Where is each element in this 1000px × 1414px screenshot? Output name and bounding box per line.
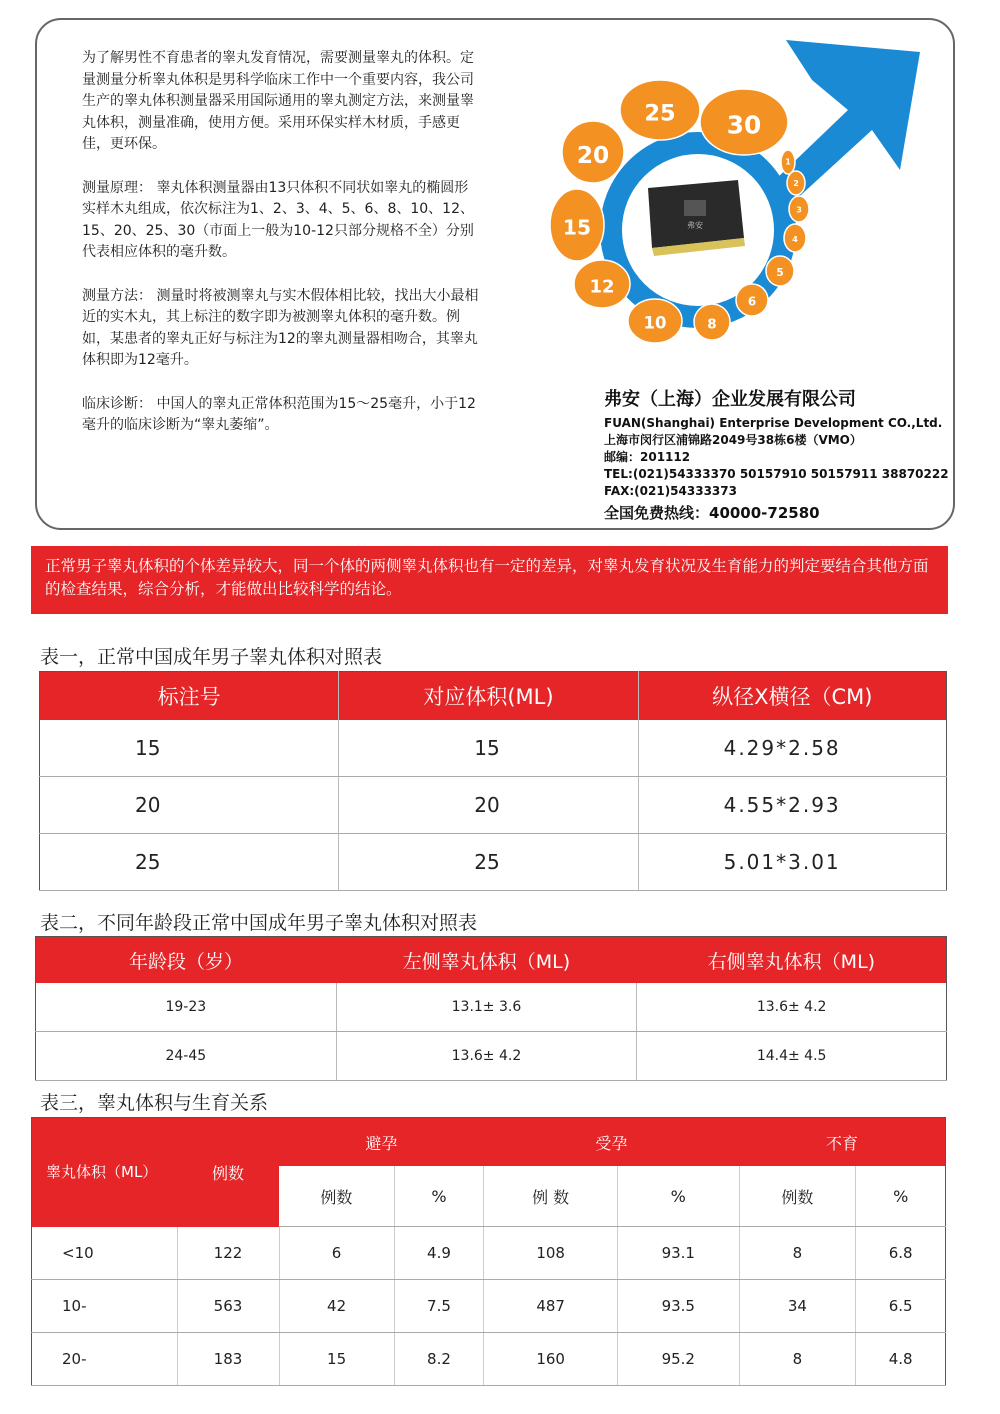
company-name-cn: 弗安（上海）企业发展有限公司 [604,389,856,410]
table-cell: 8 [739,1227,856,1280]
bead-label: 20 [576,141,610,169]
company-tel: TEL:(021)54333370 50157910 50157911 38870222 [604,467,949,481]
bead-label: 4 [792,233,798,244]
bead-label: 12 [589,276,615,298]
table-row [40,777,947,834]
company-hotline: 全国免费热线：40000-72580 [604,504,820,522]
company-postcode: 邮编：201112 [604,450,691,464]
table3-cases-header: 例数 [177,1118,279,1227]
table-cell: 93.1 [618,1227,739,1280]
table-cell: 19-23 [36,983,337,1032]
bead-label: 3 [796,205,802,215]
company-info [604,385,949,523]
table-cell: 25 [339,834,638,891]
table-cell: 24-45 [36,1032,337,1081]
bead-label: 2 [793,179,799,189]
table-cell: 108 [484,1227,618,1280]
table-cell: 7.5 [394,1280,484,1333]
table3-group-row [32,1118,946,1167]
product-illustration [0,0,1000,400]
table2-header: 左侧睾丸体积（ML) [336,937,637,984]
table-cell: 6.5 [856,1280,946,1333]
company-fax: FAX:(021)54333373 [604,484,737,498]
table-cell: 183 [177,1333,279,1386]
company-name-en: FUAN(Shanghai) Enterprise Development CO.,Ltd. [604,416,943,430]
table-cell: 15 [40,720,339,777]
table-cell: 6.8 [856,1227,946,1280]
table-cell: 10- [32,1280,178,1333]
table-row [40,720,947,777]
table-cell: 8.2 [394,1333,484,1386]
notice-banner: 正常男子睾丸体积的个体差异较大，同一个体的两侧睾丸体积也有一定的差异，对睾丸发育状况及生育能力的判定要结合其他方面的检查结果，综合分析，才能做出比较科学的结论。 [31,546,948,614]
table-cell: 20- [32,1333,178,1386]
table-cell: 8 [739,1333,856,1386]
table-cell: 20 [339,777,638,834]
bead-label: 15 [562,215,592,240]
table2 [35,936,947,1081]
table-cell: 14.4± 4.5 [637,1032,947,1081]
intro-paragraph: 为了解男性不育患者的睾丸发育情况，需要测量睾丸的体积。定量测量分析睾丸体积是男科学临床工作中一个重要内容，我公司生产的睾丸体积测量器采用国际通用的睾丸测定方法，来测量睾丸体积，测量准确，使用方便。采用环保实样木材质，手感更佳，更环保。 [82,50,474,152]
table-cell: 563 [177,1280,279,1333]
table-row [32,1280,946,1333]
bead-label: 10 [643,313,667,333]
table-cell: 6 [279,1227,394,1280]
table-cell: 34 [739,1280,856,1333]
table3-sub-header: 例 数 [484,1166,618,1227]
bead-label: 30 [726,110,762,140]
table-cell: 42 [279,1280,394,1333]
table-row [36,983,947,1032]
table-cell: 13.6± 4.2 [336,1032,637,1081]
table3-sub-header: % [856,1166,946,1227]
table1-title: 表一，正常中国成年男子睾丸体积对照表 [40,646,383,668]
table-cell: 4.55*2.93 [638,777,946,834]
table-cell: 95.2 [618,1333,739,1386]
table-cell: 15 [339,720,638,777]
table2-header: 右侧睾丸体积（ML) [637,937,947,984]
table2-header-row [36,937,947,984]
table-cell: 487 [484,1280,618,1333]
principle-paragraph: 测量原理： 睾丸体积测量器由13只体积不同状如睾丸的椭圆形实样木丸组成，依次标注为1、2、3、4、5、6、8、10、12、15、20、25、30（市面上一般为10-12只部分规格不全）分别代表相应体积的毫升数。 [82,179,474,260]
table3-sub-header: 例数 [279,1166,394,1227]
table-row [32,1227,946,1280]
table-cell: 122 [177,1227,279,1280]
table3-group-header: 受孕 [484,1118,739,1167]
diagnosis-paragraph: 临床诊断： 中国人的睾丸正常体积范围为15～25毫升，小于12毫升的临床诊断为“睾丸萎缩”。 [82,395,476,433]
table3 [31,1117,946,1386]
product-box-icon [648,180,745,256]
table1-header: 对应体积(ML) [339,672,638,721]
table3-sub-header: 例数 [739,1166,856,1227]
table-cell: <10 [32,1227,178,1280]
table-cell: 4.29*2.58 [638,720,946,777]
table-cell: 4.9 [394,1227,484,1280]
table2-header: 年龄段（岁） [36,937,337,984]
company-address: 上海市闵行区浦锦路2049号38栋6楼（VMO） [604,433,862,447]
bead-label: 6 [747,294,757,309]
table3-title: 表三，睾丸体积与生育关系 [40,1092,269,1114]
table-cell: 15 [279,1333,394,1386]
table3-volume-header: 睾丸体积（ML） [32,1118,178,1227]
box-label: 弗安 [687,221,703,230]
table-row [40,834,947,891]
table3-sub-header: % [394,1166,484,1227]
table1-header-row [40,672,947,721]
table-cell: 160 [484,1333,618,1386]
table3-group-header: 避孕 [279,1118,484,1167]
table3-group-header: 不育 [739,1118,946,1167]
table1-header: 标注号 [40,672,339,721]
table3-sub-header: % [618,1166,739,1227]
method-paragraph: 测量方法： 测量时将被测睾丸与实木假体相比较，找出大小最相近的实木丸，其上标注的数字即为被测睾丸体积的毫升数。例如，某患者的睾丸正好与标注为12的睾丸测量器相吻合，其睾丸体积即为12毫升。 [82,287,479,368]
table2-title: 表二，不同年龄段正常中国成年男子睾丸体积对照表 [40,912,478,934]
table1-header: 纵径X横径（CM) [638,672,946,721]
table-cell: 4.8 [856,1333,946,1386]
table-row [32,1333,946,1386]
table-cell: 93.5 [618,1280,739,1333]
table-cell: 25 [40,834,339,891]
bead-label: 1 [785,157,791,167]
table-cell: 20 [40,777,339,834]
bead-label: 8 [707,316,717,333]
table-row [36,1032,947,1081]
table1 [39,671,947,891]
bead-label: 25 [644,100,676,127]
table-cell: 13.6± 4.2 [637,983,947,1032]
table-cell: 5.01*3.01 [638,834,946,891]
table-cell: 13.1± 3.6 [336,983,637,1032]
bead-label: 5 [776,266,784,279]
